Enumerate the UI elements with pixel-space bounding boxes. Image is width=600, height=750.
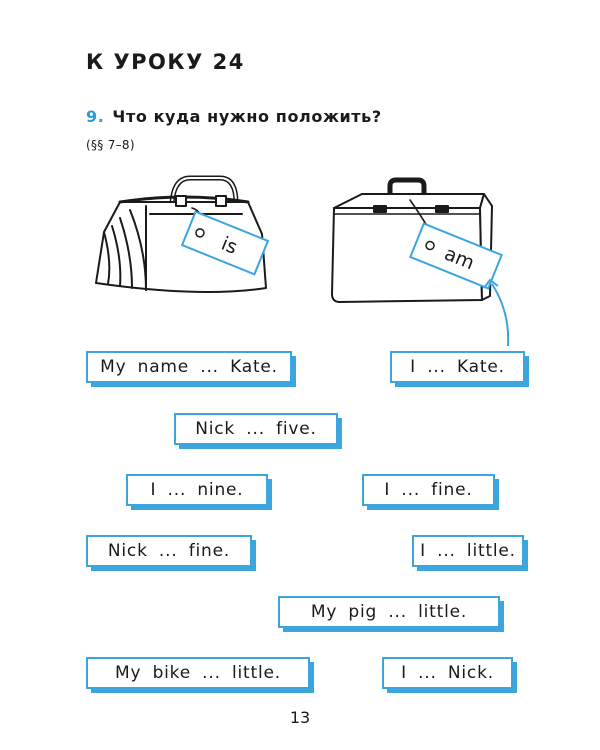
- page-number: 13: [289, 708, 311, 727]
- sentence-card[interactable]: I ... Nick.: [382, 657, 513, 689]
- exercise-instruction: Что куда нужно положить?: [112, 107, 382, 126]
- exercise-number: 9.: [86, 107, 105, 126]
- sentence-card[interactable]: My pig ... little.: [278, 596, 500, 628]
- sentence-card[interactable]: Nick ... fine.: [86, 535, 252, 567]
- tag-am-label: am: [441, 242, 478, 275]
- lesson-title: К УРОКУ 24: [86, 50, 245, 74]
- sentence-card[interactable]: Nick ... five.: [174, 413, 338, 445]
- sentence-card[interactable]: I ... little.: [412, 535, 524, 567]
- tag-is-label: is: [218, 232, 241, 259]
- grammar-reference: (§§ 7–8): [86, 138, 135, 152]
- sentence-card[interactable]: My name ... Kate.: [86, 351, 292, 383]
- sentence-card[interactable]: My bike ... little.: [86, 657, 310, 689]
- sentence-card[interactable]: I ... Kate.: [390, 351, 525, 383]
- sentence-card[interactable]: I ... nine.: [126, 474, 268, 506]
- sentence-card[interactable]: I ... fine.: [362, 474, 495, 506]
